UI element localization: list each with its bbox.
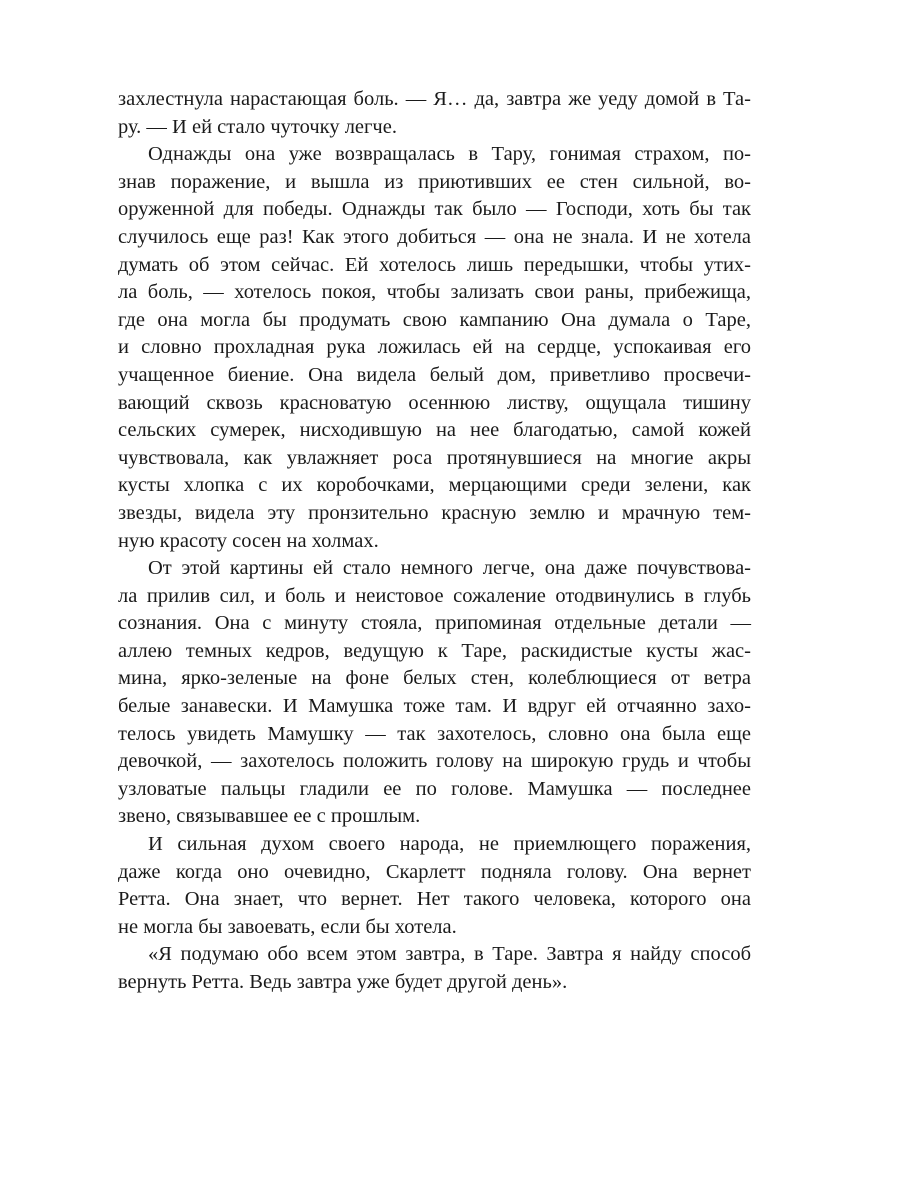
text-line: аллею темных кедров, ведущую к Таре, раскидистые кусты жас-: [118, 639, 751, 662]
text-line: Ретта. Она знает, что вернет. Нет такого человека, которого она: [118, 888, 751, 911]
text-line: мина, ярко-зеленые на фоне белых стен, колеблющиеся от ветра: [118, 667, 751, 690]
text-line: думать об этом сейчас. Ей хотелось лишь передышки, чтобы утих-: [118, 253, 751, 276]
text-line: сознания. Она с минуту стояла, припоминая отдельные детали —: [118, 612, 751, 635]
text-line: звено, связывавшее ее с прошлым.: [118, 805, 421, 828]
text-line: сельских сумерек, нисходившую на нее благодатью, самой кожей: [118, 419, 751, 442]
text-line: ла боль, — хотелось покоя, чтобы зализать свои раны, прибежища,: [118, 281, 751, 304]
text-line: От этой картины ей стало немного легче, она даже почувствова-: [148, 557, 751, 580]
text-line: кусты хлопка с их коробочками, мерцающими среди зелени, как: [118, 474, 751, 497]
text-line: девочкой, — захотелось положить голову на широкую грудь и чтобы: [118, 750, 751, 773]
text-line: И сильная духом своего народа, не приемлющего поражения,: [148, 833, 751, 856]
text-line: ру. — И ей стало чуточку легче.: [118, 115, 397, 138]
text-line: случилось еще раз! Как этого добиться — она не знала. И не хотела: [118, 225, 751, 248]
text-line: узловатые пальцы гладили ее по голове. Мамушка — последнее: [118, 777, 751, 800]
text-line: оруженной для победы. Однажды так было — Господи, хоть бы так: [118, 198, 751, 221]
text-line: телось увидеть Мамушку — так захотелось, словно она была еще: [118, 722, 751, 745]
text-line: и словно прохладная рука ложилась ей на сердце, успокаивая его: [118, 336, 751, 359]
text-line: Однажды она уже возвращалась в Тару, гонимая страхом, по-: [148, 143, 751, 166]
text-line: вающий сквозь красноватую осеннюю листву, ощущала тишину: [118, 391, 751, 414]
text-line: не могла бы завоевать, если бы хотела.: [118, 915, 457, 938]
text-line: «Я подумаю обо всем этом завтра, в Таре. Завтра я найду способ: [148, 943, 751, 966]
text-line: звезды, видела эту пронзительно красную землю и мрачную тем-: [118, 501, 751, 524]
text-line: даже когда оно очевидно, Скарлетт подняла голову. Она вернет: [118, 860, 751, 883]
text-line: знав поражение, и вышла из приютивших ее стен сильной, во-: [118, 170, 751, 193]
text-line: чувствовала, как увлажняет роса протянувшиеся на многие акры: [118, 446, 751, 469]
text-line: захлестнула нарастающая боль. — Я… да, завтра же уеду домой в Та-: [118, 88, 751, 110]
text-line: ную красоту сосен на холмах.: [118, 529, 379, 552]
text-line: где она могла бы продумать свою кампанию Она думала о Таре,: [118, 308, 751, 331]
text-line: белые занавески. И Мамушка тоже там. И вдруг ей отчаянно захо-: [118, 695, 751, 718]
body-text: [118, 86, 751, 997]
text-line: учащенное биение. Она видела белый дом, приветливо просвечи-: [118, 363, 751, 386]
text-line: вернуть Ретта. Ведь завтра уже будет другой день».: [118, 971, 568, 993]
text-line: ла прилив сил, и боль и неистовое сожаление отодвинулись в глубь: [118, 584, 751, 607]
